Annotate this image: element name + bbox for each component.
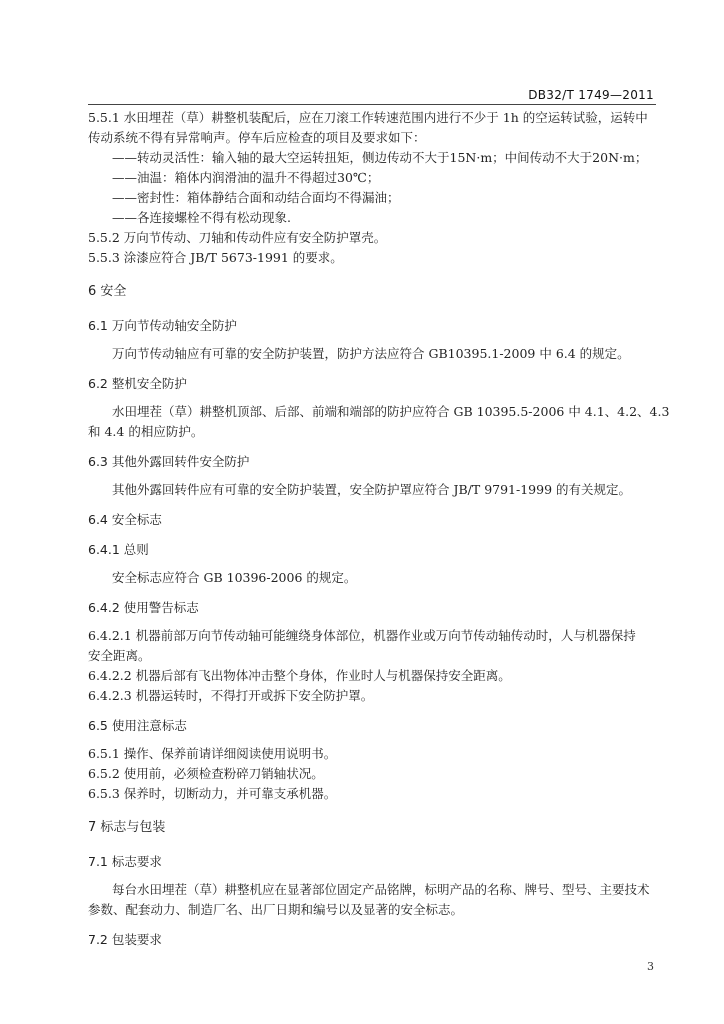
section-6-3-text: 其他外露回转件应有可靠的安全防护装置，安全防护罩应符合 JB/T 9791-1999 的有关规定。 — [112, 482, 632, 497]
requirement-oil-temp: ——油温：箱体内润滑油的温升不得超过30℃； — [112, 170, 380, 185]
section-7-1-heading: 7.1 标志要求 — [88, 854, 162, 869]
section-6-2-heading: 6.2 整机安全防护 — [88, 376, 187, 391]
section-6-1-heading: 6.1 万向节传动轴安全防护 — [88, 318, 237, 333]
clause-5-5-3: 5.5.3 涂漆应符合 JB/T 5673-1991 的要求。 — [88, 250, 343, 265]
section-6-heading: 6 安全 — [88, 284, 127, 299]
section-6-2-text-2: 和 4.4 的相应防护。 — [88, 424, 204, 439]
section-7-2-heading: 7.2 包装要求 — [88, 932, 162, 947]
clause-6-4-2-2: 6.4.2.2 机器后部有飞出物体冲击整个身体，作业时人与机器保持安全距离。 — [88, 668, 511, 683]
section-6-4-2-heading: 6.4.2 使用警告标志 — [88, 600, 199, 615]
section-6-4-1-heading: 6.4.1 总则 — [88, 542, 149, 557]
clause-6-4-2-1-line-1: 6.4.2.1 机器前部万向节传动轴可能缠绕身体部位，机器作业或万向节传动轴传动时，人与机器保持 — [88, 628, 636, 643]
clause-5-5-1-line-2: 传动系统不得有异常响声。停车后应检查的项目及要求如下： — [88, 130, 426, 145]
page-number: 3 — [647, 960, 654, 973]
clause-6-4-2-1-line-2: 安全距离。 — [88, 648, 151, 663]
clause-6-5-2: 6.5.2 使用前，必须检查粉碎刀销轴状况。 — [88, 766, 324, 781]
clause-6-4-2-3: 6.4.2.3 机器运转时，不得打开或拆下安全防护罩。 — [88, 688, 374, 703]
section-6-1-text: 万向节传动轴应有可靠的安全防护装置，防护方法应符合 GB10395.1-2009 中 6.4 的规定。 — [112, 346, 630, 361]
standard-code: DB32/T 1749—2011 — [528, 88, 654, 102]
requirement-sealing: ——密封性：箱体静结合面和动结合面均不得漏油； — [112, 190, 400, 205]
clause-6-5-3: 6.5.3 保养时，切断动力，并可靠支承机器。 — [88, 786, 337, 801]
section-6-4-heading: 6.4 安全标志 — [88, 512, 162, 527]
section-6-2-text-1: 水田埋茬（草）耕整机顶部、后部、前端和端部的防护应符合 GB 10395.5-2006 中 4.1、4.2、4.3 — [112, 404, 670, 419]
clause-5-5-1-line-1: 5.5.1 水田埋茬（草）耕整机装配后，应在刀滚工作转速范围内进行不少于 1h 的空运转试验，运转中 — [88, 110, 648, 125]
section-6-4-1-text: 安全标志应符合 GB 10396-2006 的规定。 — [112, 570, 357, 585]
clause-6-5-1: 6.5.1 操作、保养前请详细阅读使用说明书。 — [88, 746, 337, 761]
section-6-3-heading: 6.3 其他外露回转件安全防护 — [88, 454, 250, 469]
header-rule — [88, 104, 656, 105]
section-6-5-heading: 6.5 使用注意标志 — [88, 718, 187, 733]
section-7-1-text-1: 每台水田埋茬（草）耕整机应在显著部位固定产品铭牌，标明产品的名称、牌号、型号、主要技术 — [112, 882, 650, 897]
section-7-1-text-2: 参数、配套动力、制造厂名、出厂日期和编号以及显著的安全标志。 — [88, 902, 464, 917]
clause-5-5-2: 5.5.2 万向节传动、刀轴和传动件应有安全防护罩壳。 — [88, 230, 387, 245]
section-7-heading: 7 标志与包装 — [88, 820, 166, 835]
requirement-rotation: ——转动灵活性：输入轴的最大空运转扭矩，侧边传动不大于15N·m；中间传动不大于20N·m； — [112, 150, 648, 165]
document-body — [88, 108, 670, 958]
requirement-bolts: ——各连接螺栓不得有松动现象. — [112, 210, 291, 225]
